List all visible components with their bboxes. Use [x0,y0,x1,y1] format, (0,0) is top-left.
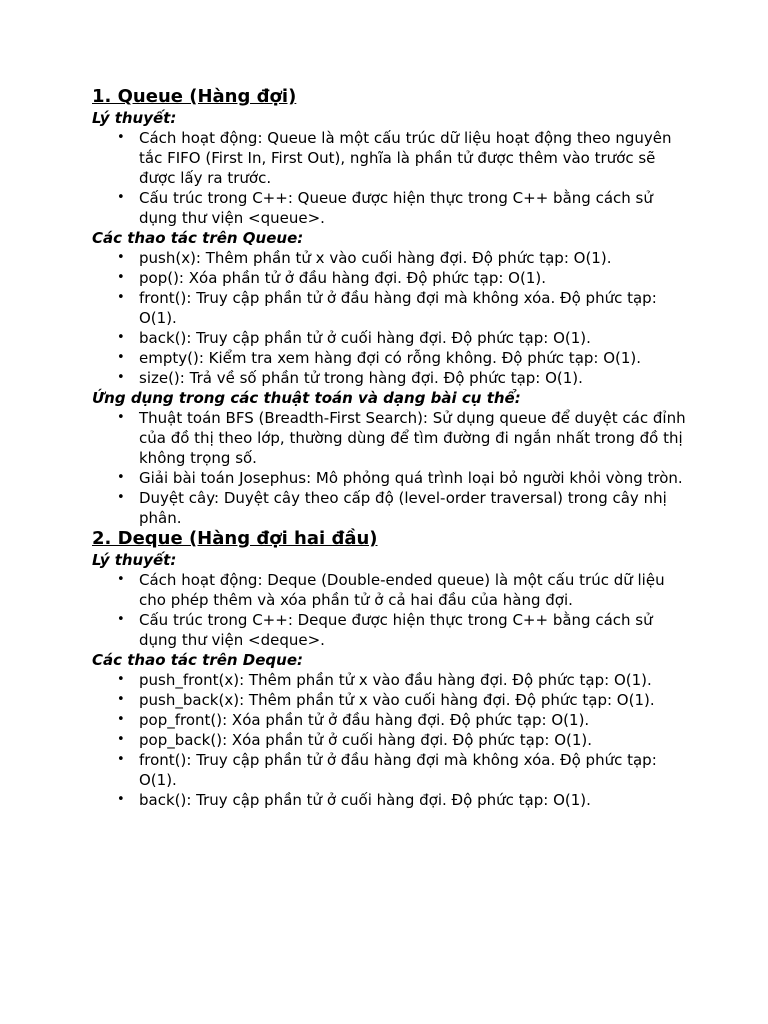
list-item: • push_back(x): Thêm phần tử x vào cuối hàng đợi. Độ phức tạp: O(1). [139,690,688,710]
applications-heading: Ứng dụng trong các thuật toán và dạng bài cụ thể: [92,389,521,407]
operations-list [92,670,688,810]
list-item: • Duyệt cây: Duyệt cây theo cấp độ (level-order traversal) trong cây nhị phân. [139,488,688,528]
applications-list [92,408,688,528]
list-item: • empty(): Kiểm tra xem hàng đợi có rỗng không. Độ phức tạp: O(1). [139,348,688,368]
operations-heading: Các thao tác trên Deque: [92,651,304,669]
list-item: • Cấu trúc trong C++: Queue được hiện thực trong C++ bằng cách sử dụng thư viện <queue>. [139,188,688,228]
operations-heading: Các thao tác trên Queue: [92,229,304,247]
list-item: • Cách hoạt động: Queue là một cấu trúc dữ liệu hoạt động theo nguyên tắc FIFO (First In, First Out), nghĩa là phần tử được thêm vào trước sẽ được lấy ra trước. [139,128,688,188]
list-item: • front(): Truy cập phần tử ở đầu hàng đợi mà không xóa. Độ phức tạp: O(1). [139,288,688,328]
theory-list [92,570,688,650]
list-item: • pop_back(): Xóa phần tử ở cuối hàng đợi. Độ phức tạp: O(1). [139,730,688,750]
list-item: • size(): Trả về số phần tử trong hàng đợi. Độ phức tạp: O(1). [139,368,688,388]
list-item: • Cấu trúc trong C++: Deque được hiện thực trong C++ bằng cách sử dụng thư viện <deque>. [139,610,688,650]
theory-heading: Lý thuyết: [92,109,177,127]
list-item: • Cách hoạt động: Deque (Double-ended queue) là một cấu trúc dữ liệu cho phép thêm và xóa phần tử ở cả hai đầu của hàng đợi. [139,570,688,610]
theory-list [92,128,688,228]
section-title-deque: 2. Deque (Hàng đợi hai đầu) [92,528,378,549]
list-item: • back(): Truy cập phần tử ở cuối hàng đợi. Độ phức tạp: O(1). [139,790,688,810]
list-item: • push(x): Thêm phần tử x vào cuối hàng đợi. Độ phức tạp: O(1). [139,248,688,268]
list-item: • Giải bài toán Josephus: Mô phỏng quá trình loại bỏ người khỏi vòng tròn. [139,468,688,488]
list-item: • Thuật toán BFS (Breadth-First Search): Sử dụng queue để duyệt các đỉnh của đồ thị theo lớp, thường dùng để tìm đường đi ngắn nhất trong đồ thị không trọng số. [139,408,688,468]
list-item: • back(): Truy cập phần tử ở cuối hàng đợi. Độ phức tạp: O(1). [139,328,688,348]
list-item: • pop_front(): Xóa phần tử ở đầu hàng đợi. Độ phức tạp: O(1). [139,710,688,730]
theory-heading: Lý thuyết: [92,551,177,569]
list-item: • push_front(x): Thêm phần tử x vào đầu hàng đợi. Độ phức tạp: O(1). [139,670,688,690]
section-title-queue: 1. Queue (Hàng đợi) [92,86,297,107]
list-item: • pop(): Xóa phần tử ở đầu hàng đợi. Độ phức tạp: O(1). [139,268,688,288]
operations-list [92,248,688,388]
list-item: • front(): Truy cập phần tử ở đầu hàng đợi mà không xóa. Độ phức tạp: O(1). [139,750,688,790]
